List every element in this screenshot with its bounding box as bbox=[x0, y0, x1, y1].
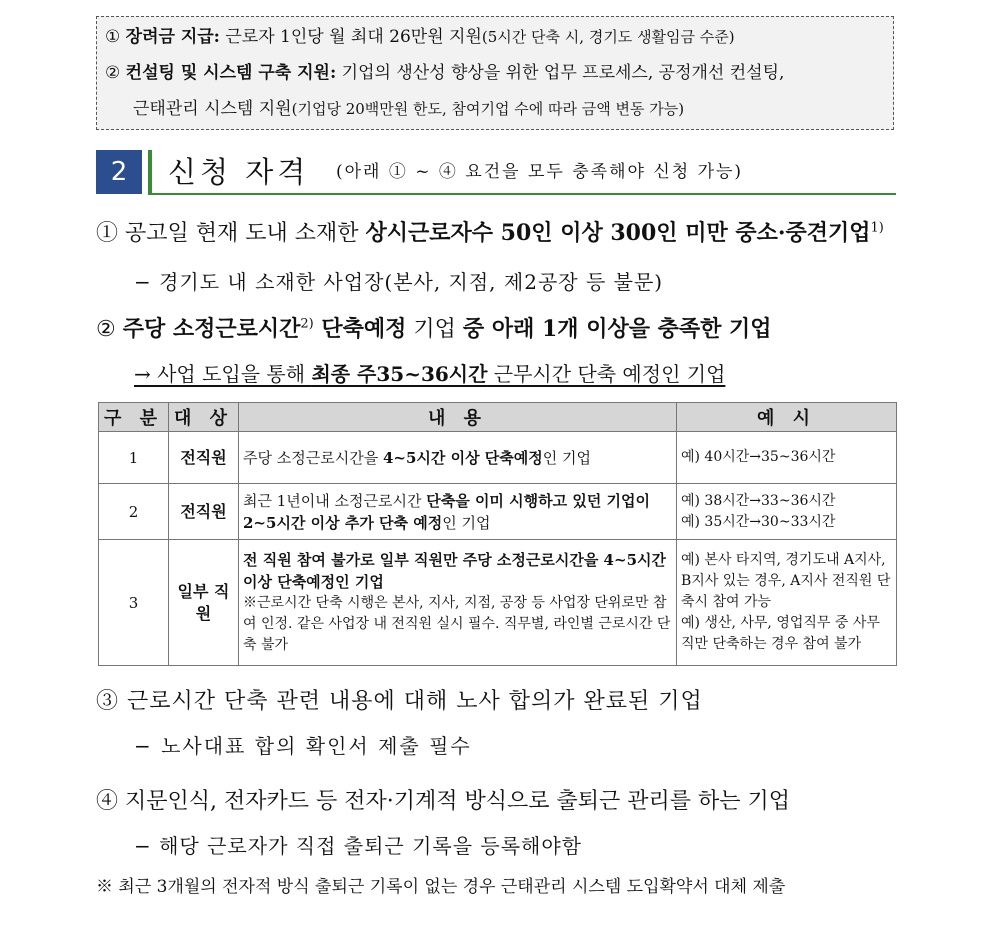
header-content: 내 용 bbox=[239, 403, 677, 432]
req3-sub: − 노사대표 합의 확인서 제출 필수 bbox=[134, 734, 472, 758]
section-number: 2 bbox=[96, 150, 142, 194]
row-example: 예) 38시간→33~36시간 예) 35시간→30~33시간 bbox=[677, 484, 897, 540]
row-content: 주당 소정근로시간을 4~5시간 이상 단축예정인 기업 bbox=[239, 432, 677, 484]
req4-line: ④ 지문인식, 전자카드 등 전자·기계적 방식으로 출퇴근 관리를 하는 기업 bbox=[96, 789, 790, 814]
support-item-consulting-cont: 근태관리 시스템 지원(기업당 20백만원 한도, 참여기업 수에 따라 금액 변동 가능) bbox=[133, 99, 685, 119]
support-item-consulting: ② 컨설팅 및 시스템 구축 지원: 기업의 생산성 향상을 위한 업무 프로세스, 공정개선 컨설팅, bbox=[105, 63, 785, 83]
criteria-table bbox=[98, 402, 897, 666]
support-box bbox=[96, 16, 894, 130]
row-number: 2 bbox=[99, 484, 169, 540]
section-accent-bar bbox=[148, 150, 152, 194]
header-example: 예 시 bbox=[677, 403, 897, 432]
req2-arrow-line: → 사업 도입을 통해 최종 주35~36시간 근무시간 단축 예정인 기업 bbox=[134, 362, 726, 386]
table-row bbox=[99, 432, 897, 484]
support-item-allowance: ① 장려금 지급: 근로자 1인당 월 최대 26만원 지원(5시간 단축 시, 경기도 생활임금 수준) bbox=[105, 27, 735, 47]
row-number: 1 bbox=[99, 432, 169, 484]
table-header-row bbox=[99, 403, 897, 432]
req1-sub: − 경기도 내 소재한 사업장(본사, 지점, 제2공장 등 불문) bbox=[134, 270, 664, 294]
row-example: 예) 40시간→35~36시간 bbox=[677, 432, 897, 484]
row-number: 3 bbox=[99, 540, 169, 666]
row-target: 전직원 bbox=[169, 484, 239, 540]
row-note: ※근로시간 단축 시행은 본사, 지사, 지점, 공장 등 사업장 단위로만 참여 인정. 같은 사업장 내 전직원 실시 필수. 직무별, 라인별 근로시간 단축 불가 bbox=[243, 595, 671, 653]
req3-line: ③ 근로시간 단축 관련 내용에 대해 노사 합의가 완료된 기업 bbox=[96, 689, 703, 714]
req2-line: ② 주당 소정근로시간$^{2)}$ 단축예정 기업 중 아래 1개 이상을 충족한 기업 bbox=[96, 316, 772, 342]
row-target: 일부 직원 bbox=[169, 540, 239, 666]
table-row bbox=[99, 484, 897, 540]
table-row bbox=[99, 540, 897, 666]
row-content: 최근 1년이내 소정근로시간 단축을 이미 시행하고 있던 기업이 2~5시간 이상 추가 단축 예정인 기업 bbox=[239, 484, 677, 540]
header-category: 구 분 bbox=[99, 403, 169, 432]
row-content: 전 직원 참여 불가로 일부 직원만 주당 소정근로시간을 4~5시간 이상 단축예정인 기업 ※근로시간 단축 시행은 본사, 지사, 지점, 공장 등 사업장 단위로만 참여 인정. 같은 사업장 내 전직원 실시 필수. 직무별, 라인별 근로시간 단축 불가 bbox=[239, 540, 677, 666]
req1-line: ① 공고일 현재 도내 소재한 상시근로자수 50인 이상 300인 미만 중소·중견기업$^{1)}$ bbox=[96, 220, 884, 246]
req4-sub: − 해당 근로자가 직접 출퇴근 기록을 등록해야함 bbox=[134, 834, 582, 858]
section-title: 신청 자격 bbox=[168, 155, 310, 189]
header-target: 대 상 bbox=[169, 403, 239, 432]
section-subtitle: (아래 ① ~ ④ 요건을 모두 충족해야 신청 가능) bbox=[336, 162, 744, 182]
row-target: 전직원 bbox=[169, 432, 239, 484]
row-example: 예) 본사 타지역, 경기도내 A지사, B지사 있는 경우, A지사 전직원 단축시 참여 가능 예) 생산, 사무, 영업직무 중 사무직만 단축하는 경우 참여 불가 bbox=[677, 540, 897, 666]
footnote: ※ 최근 3개월의 전자적 방식 출퇴근 기록이 없는 경우 근태관리 시스템 도입확약서 대체 제출 bbox=[96, 877, 786, 897]
